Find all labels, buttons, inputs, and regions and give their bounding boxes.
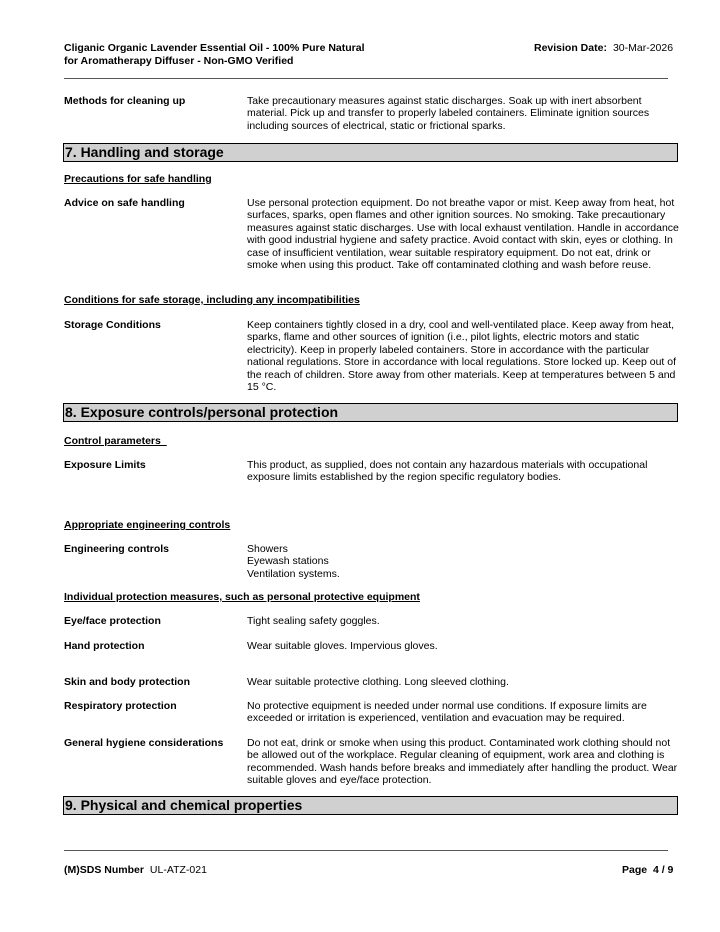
exposure-limits-text: This product, as supplied, does not contain any hazardous materials with occupational exposure limits established by the region specific regulatory bodies.	[247, 459, 648, 484]
engineering-list	[247, 543, 679, 580]
revision-date-label: Revision Date:	[534, 42, 607, 54]
advice-label: Advice on safe handling	[64, 197, 185, 209]
cleaning-text: Take precautionary measures against static discharges. Soak up with inert absorbent material. Pick up and transfer to properly labeled containers. Eliminate ignition sources including sources of electrical, static or frictional sparks.	[247, 95, 650, 132]
engineering-heading: Appropriate engineering controls	[64, 519, 231, 531]
sds-number-value: UL-ATZ-021	[149, 864, 207, 876]
storage-text: Keep containers tightly closed in a dry, cool and well-ventilated place. Keep away from heat, sparks, flame and other sources of ignition (i.e., pilot lights, electric motors and static electricity). Keep in properly labeled containers. Store in accordance with the particular national regulations. Store in accordance with local regulations. Store locked up. Keep out of the reach of children. Store away from other materials. Keep at temperatures between 5 and 15 °C.	[247, 319, 677, 394]
page-indicator	[622, 864, 673, 877]
document-title	[64, 42, 365, 68]
hand-protection-label: Hand protection	[64, 640, 145, 652]
sds-number	[64, 864, 207, 877]
cleaning-label: Methods for cleaning up	[64, 95, 186, 107]
title-line-1: Cliganic Organic Lavender Essential Oil - 100% Pure Natural	[64, 42, 365, 54]
engineering-label: Engineering controls	[64, 543, 170, 555]
revision-date	[534, 42, 673, 55]
control-parameters-heading: Control parameters	[64, 435, 167, 447]
footer-divider	[64, 850, 668, 851]
hand-protection-text: Wear suitable gloves. Impervious gloves.	[247, 640, 438, 652]
hygiene-label: General hygiene considerations	[64, 737, 224, 749]
revision-date-value: 30-Mar-2026	[612, 42, 674, 54]
eye-protection-label: Eye/face protection	[64, 615, 161, 627]
header-divider	[64, 78, 668, 79]
engineering-item: Ventilation systems.	[247, 567, 340, 580]
respiratory-protection-text: No protective equipment is needed under normal use conditions. If exposure limits are exceeded or irritation is experienced, ventilation and evacuation may be required.	[247, 700, 647, 725]
skin-protection-label: Skin and body protection	[64, 676, 191, 688]
respiratory-protection-label: Respiratory protection	[64, 700, 177, 712]
skin-protection-text: Wear suitable protective clothing. Long sleeved clothing.	[247, 676, 509, 688]
ppe-heading: Individual protection measures, such as personal protective equipment	[64, 591, 420, 603]
storage-heading: Conditions for safe storage, including any incompatibilities	[64, 294, 360, 306]
advice-text: Use personal protection equipment. Do not breathe vapor or mist. Keep away from heat, hot surfaces, sparks, open flames and other ignition sources. No smoking. Take precautionary measures against static discharges. Use with local exhaust ventilation. Handle in accordance with good industrial hygiene and safety practice. Avoid contact with skin, eyes or clothing. In case of insufficient ventilation, wear suitable respiratory equipment. Do not eat, drink or smoke when using this product. Take off contaminated clothing and wash before reuse.	[247, 197, 679, 272]
page-label: Page	[622, 864, 648, 876]
sds-number-label: (M)SDS Number	[64, 864, 144, 876]
engineering-item: Showers	[247, 543, 288, 555]
engineering-item: Eyewash stations	[247, 555, 329, 568]
precautions-heading: Precautions for safe handling	[64, 173, 212, 185]
section-9-heading: 9. Physical and chemical properties	[63, 796, 678, 815]
section-7-heading: 7. Handling and storage	[63, 143, 678, 162]
eye-protection-text: Tight sealing safety goggles.	[247, 615, 380, 627]
storage-label: Storage Conditions	[64, 319, 161, 331]
title-line-2: for Aromatherapy Diffuser - Non-GMO Verified	[64, 55, 294, 67]
section-8-heading: 8. Exposure controls/personal protection	[63, 403, 678, 422]
page-number: 4 / 9	[652, 864, 674, 876]
exposure-limits-label: Exposure Limits	[64, 459, 146, 471]
hygiene-text: Do not eat, drink or smoke when using this product. Contaminated work clothing should not be allowed out of the workplace. Regular cleaning of equipment, work area and clothing is recommended. Wash hands before breaks and immediately after handling the product. Wear suitable gloves and eye/face protection.	[247, 737, 678, 787]
